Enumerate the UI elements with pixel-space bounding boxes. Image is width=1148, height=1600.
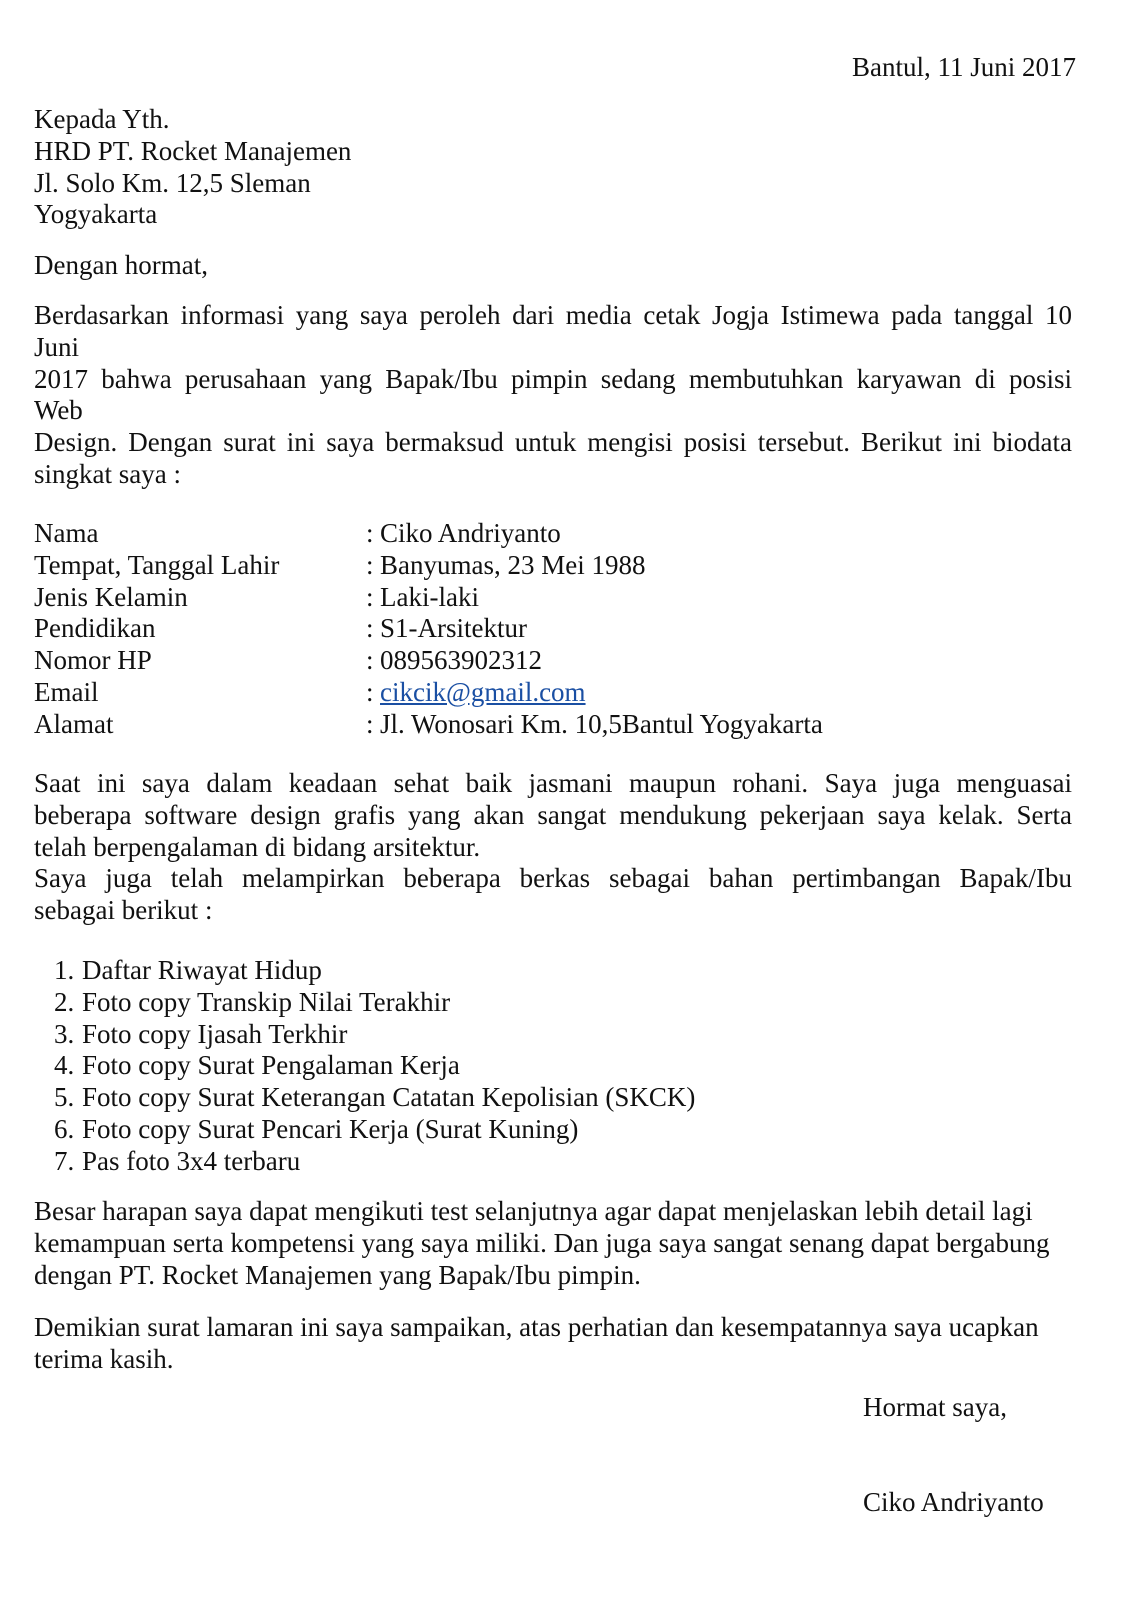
attachment-list	[34, 955, 695, 1178]
list-text: Pas foto 3x4 terbaru	[82, 1145, 301, 1176]
paragraph-line: kemampuan serta kompetensi yang saya miliki. Dan juga saya sangat senang dapat bergabung	[34, 1227, 1050, 1258]
biodata-value: Jl. Wonosari Km. 10,5Bantul Yogyakarta	[380, 708, 823, 739]
biodata-row	[34, 645, 823, 677]
paragraph-line: Berdasarkan informasi yang saya peroleh dari media cetak Jogja Istimewa pada tanggal 10	[34, 300, 1072, 330]
signer-name: Ciko Andriyanto	[863, 1487, 1044, 1517]
biodata-label: Pendidikan	[34, 613, 156, 644]
biodata-row	[34, 709, 823, 741]
list-text: Foto copy Surat Pengalaman Kerja	[82, 1050, 460, 1081]
biodata-separator: :	[366, 645, 374, 676]
paragraph-line: beberapa software design grafis yang akan sangat mendukung pekerjaan saya kelak. Serta	[34, 799, 1072, 830]
paragraph-line: sebagai berikut :	[34, 895, 213, 926]
recipient-line: Kepada Yth.	[34, 104, 170, 134]
list-number: 7.	[54, 1145, 75, 1176]
biodata-label: Nomor HP	[34, 645, 152, 676]
recipient-address	[34, 104, 351, 231]
biodata-row	[34, 518, 823, 550]
list-text: Daftar Riwayat Hidup	[82, 955, 322, 985]
biodata-separator: :	[366, 581, 374, 612]
list-text: Foto copy Surat Pencari Kerja (Surat Kuning)	[82, 1113, 579, 1144]
biodata-separator: :	[366, 518, 374, 548]
biodata-row	[34, 582, 823, 614]
biodata-label: Jenis Kelamin	[34, 581, 188, 612]
paragraph-line: Saat ini saya dalam keadaan sehat baik jasmani maupun rohani. Saya juga menguasai	[34, 768, 1072, 798]
biodata-separator: :	[366, 676, 374, 707]
list-number: 1.	[54, 955, 75, 985]
list-item	[34, 1050, 695, 1082]
list-number: 6.	[54, 1113, 75, 1144]
list-item	[34, 1114, 695, 1146]
biodata-label: Nama	[34, 518, 99, 548]
biodata-value: Laki-laki	[380, 581, 479, 612]
paragraph-line: Besar harapan saya dapat mengikuti test selanjutnya agar dapat menjelaskan lebih detail lagi	[34, 1196, 1033, 1226]
closing-paragraph	[34, 1312, 1072, 1376]
biodata-row	[34, 613, 823, 645]
list-text: Foto copy Surat Keterangan Catatan Kepolisian (SKCK)	[82, 1082, 696, 1113]
list-item	[34, 1082, 695, 1114]
paragraph-line: Design. Dengan surat ini saya bermaksud untuk mengisi posisi tersebut. Berikut ini biodata	[34, 427, 1072, 458]
biodata-row	[34, 550, 823, 582]
list-number: 3.	[54, 1018, 75, 1049]
body-paragraph	[34, 768, 1072, 927]
biodata-value: Banyumas, 23 Mei 1988	[380, 549, 646, 580]
list-text: Foto copy Transkip Nilai Terakhir	[82, 986, 451, 1017]
biodata-value: Ciko Andriyanto	[380, 518, 561, 548]
list-item	[34, 955, 695, 987]
paragraph-line: singkat saya :	[34, 458, 181, 489]
biodata-label: Alamat	[34, 708, 114, 739]
paragraph-line: Demikian surat lamaran ini saya sampaikan, atas perhatian dan kesempatannya saya ucapkan	[34, 1312, 1039, 1342]
letter-date: Bantul, 11 Juni 2017	[851, 52, 1076, 82]
list-item	[34, 987, 695, 1019]
biodata-table	[34, 518, 823, 741]
sign-off: Hormat saya,	[863, 1392, 1007, 1422]
list-item	[34, 1019, 695, 1051]
recipient-line: Yogyakarta	[34, 199, 158, 230]
paragraph-line: Juni	[34, 331, 80, 362]
biodata-value: S1-Arsitektur	[380, 613, 527, 644]
recipient-line: HRD PT. Rocket Manajemen	[34, 135, 352, 166]
list-text: Foto copy Ijasah Terkhir	[82, 1018, 348, 1049]
intro-paragraph	[34, 300, 1072, 491]
paragraph-line: 2017 bahwa perusahaan yang Bapak/Ibu pimpin sedang membutuhkan karyawan di posisi	[34, 363, 1072, 394]
list-item	[34, 1146, 695, 1178]
paragraph-line: telah berpengalaman di bidang arsitektur.	[34, 831, 481, 862]
biodata-label: Tempat, Tanggal Lahir	[34, 549, 280, 580]
list-number: 4.	[54, 1050, 75, 1081]
paragraph-line: terima kasih.	[34, 1343, 174, 1374]
biodata-value: 089563902312	[380, 645, 542, 676]
recipient-line: Jl. Solo Km. 12,5 Sleman	[34, 167, 311, 198]
paragraph-line: Web	[34, 395, 83, 426]
biodata-separator: :	[366, 613, 374, 644]
paragraph-line: Saya juga telah melampirkan beberapa berkas sebagai bahan pertimbangan Bapak/Ibu	[34, 863, 1072, 894]
list-number: 2.	[54, 986, 75, 1017]
biodata-label: Email	[34, 676, 99, 707]
biodata-row	[34, 677, 823, 709]
greeting: Dengan hormat,	[34, 250, 208, 280]
biodata-separator: :	[366, 708, 374, 739]
email-link[interactable]: cikcik@gmail.com	[380, 676, 586, 707]
biodata-separator: :	[366, 549, 374, 580]
paragraph-line: dengan PT. Rocket Manajemen yang Bapak/Ibu pimpin.	[34, 1259, 641, 1290]
hope-paragraph	[34, 1196, 1072, 1291]
list-number: 5.	[54, 1082, 75, 1113]
